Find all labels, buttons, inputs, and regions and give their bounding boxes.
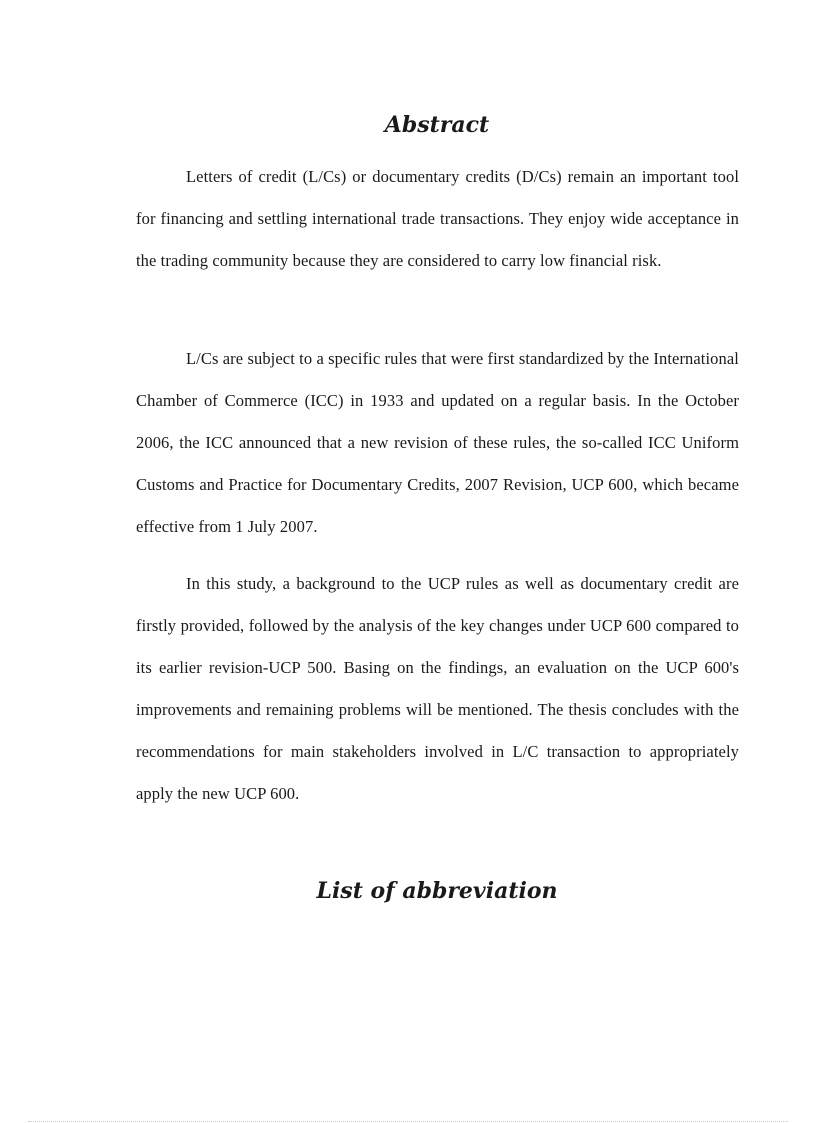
abstract-heading: Abstract — [384, 112, 490, 138]
page-bottom-divider — [28, 1121, 788, 1122]
abbreviation-heading: List of abbreviation — [316, 878, 558, 904]
abstract-paragraph-2: L/Cs are subject to a specific rules that were first standardized by the International Chamber of Commerce (ICC) in 1933 and updated on a regular basis. In the October 2006, the ICC announced that a new revision of these rules, the so-called ICC Uniform Customs and Practice for Documentary Credits, 2007 Revision, UCP 600, which became effective from 1 July 2007. — [136, 349, 739, 536]
abstract-paragraph-1: Letters of credit (L/Cs) or documentary credits (D/Cs) remain an important tool for financing and settling international trade transactions. They enjoy wide acceptance in the trading community because they are considered to carry low financial risk. — [136, 167, 739, 270]
abstract-paragraph-3: In this study, a background to the UCP rules as well as documentary credit are firstly provided, followed by the analysis of the key changes under UCP 600 compared to its earlier revision-UCP 500. Basing on the findings, an evaluation on the UCP 600's improvements and remaining problems will be mentioned. The thesis concludes with the recommendations for main stakeholders involved in L/C transaction to appropriately apply the new UCP 600. — [136, 574, 739, 803]
